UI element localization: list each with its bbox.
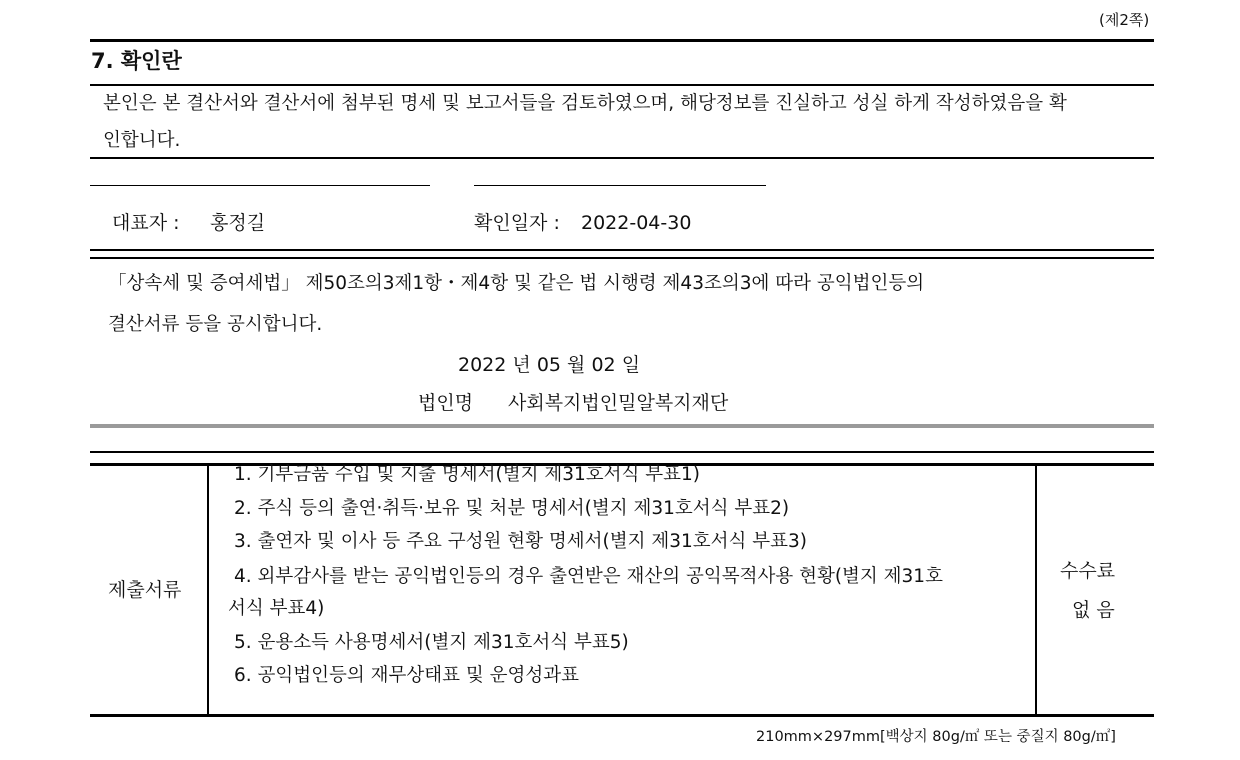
section-title: 7. 확인란 <box>91 49 182 73</box>
submission-item-5: 5. 운용소득 사용명세서(별지 제31호서식 부표5) <box>234 632 629 653</box>
submission-item-2: 2. 주식 등의 출연·취득·보유 및 처분 명세서(별지 제31호서식 부표2) <box>234 498 790 519</box>
confirm-date-label: 확인일자 : <box>474 212 560 234</box>
notice-date <box>458 353 640 377</box>
notice-date-year: 2022 <box>458 354 507 376</box>
notice-date-month-unit: 월 <box>567 354 586 376</box>
fee-value: 없 음 <box>1072 599 1115 621</box>
confirm-date-value: 2022-04-30 <box>581 212 692 234</box>
confirmation-text-line2: 인합니다. <box>103 130 181 151</box>
top-rule <box>90 39 1154 42</box>
notice-date-month: 05 <box>536 354 561 376</box>
notice-date-day-unit: 일 <box>621 354 641 376</box>
notice-top-rule-2 <box>90 257 1154 259</box>
fee-label: 수수료 <box>1060 560 1116 582</box>
paper-spec-footer: 210mm×297mm[백상지 80g/㎡ 또는 중질지 80g/㎡] <box>756 729 1116 745</box>
signature-line-date <box>474 185 766 186</box>
notice-top-rule-1 <box>90 249 1154 251</box>
confirmation-rule <box>90 157 1154 159</box>
gray-separator <box>90 424 1154 428</box>
confirmation-text-line1: 본인은 본 결산서와 결산서에 첨부된 명세 및 보고서들을 검토하였으며, 해당정보를 진실하고 성실 하게 작성하였음을 확 <box>103 93 1067 114</box>
notice-date-day: 02 <box>591 354 616 376</box>
signature-line-representative <box>90 185 430 186</box>
table-left-divider <box>207 465 209 716</box>
submission-item-4-continued: 서식 부표4) <box>228 598 325 619</box>
notice-text-line1: 「상속세 및 증여세법」 제50조의3제1항・제4항 및 같은 법 시행령 제43조의3에 따라 공익법인등의 <box>108 273 925 294</box>
section-title-rule <box>90 84 1154 86</box>
notice-date-year-unit: 년 <box>512 354 531 376</box>
page-number-label: (제2쪽) <box>1099 11 1150 29</box>
representative-label: 대표자 : <box>112 212 180 234</box>
table-top-rule-1 <box>90 451 1154 453</box>
submission-item-6: 6. 공익법인등의 재무상태표 및 운영성과표 <box>234 665 579 686</box>
table-right-divider <box>1035 465 1037 716</box>
submission-label: 제출서류 <box>108 579 182 601</box>
submission-item-1: 1. 기부금품 수입 및 지출 명세서(별지 제31호서식 부표1) <box>234 464 700 485</box>
notice-text-line2: 결산서류 등을 공시합니다. <box>108 314 323 335</box>
corp-name-value: 사회복지법인밀알복지재단 <box>508 392 729 414</box>
submission-item-4: 4. 외부감사를 받는 공익법인등의 경우 출연받은 재산의 공익목적사용 현황(별지 제31호 <box>234 566 943 587</box>
representative-name: 홍정길 <box>210 212 266 234</box>
table-bottom-rule <box>90 714 1154 717</box>
submission-item-3: 3. 출연자 및 이사 등 주요 구성원 현황 명세서(별지 제31호서식 부표3) <box>234 531 807 552</box>
corp-name-label: 법인명 <box>418 392 474 414</box>
